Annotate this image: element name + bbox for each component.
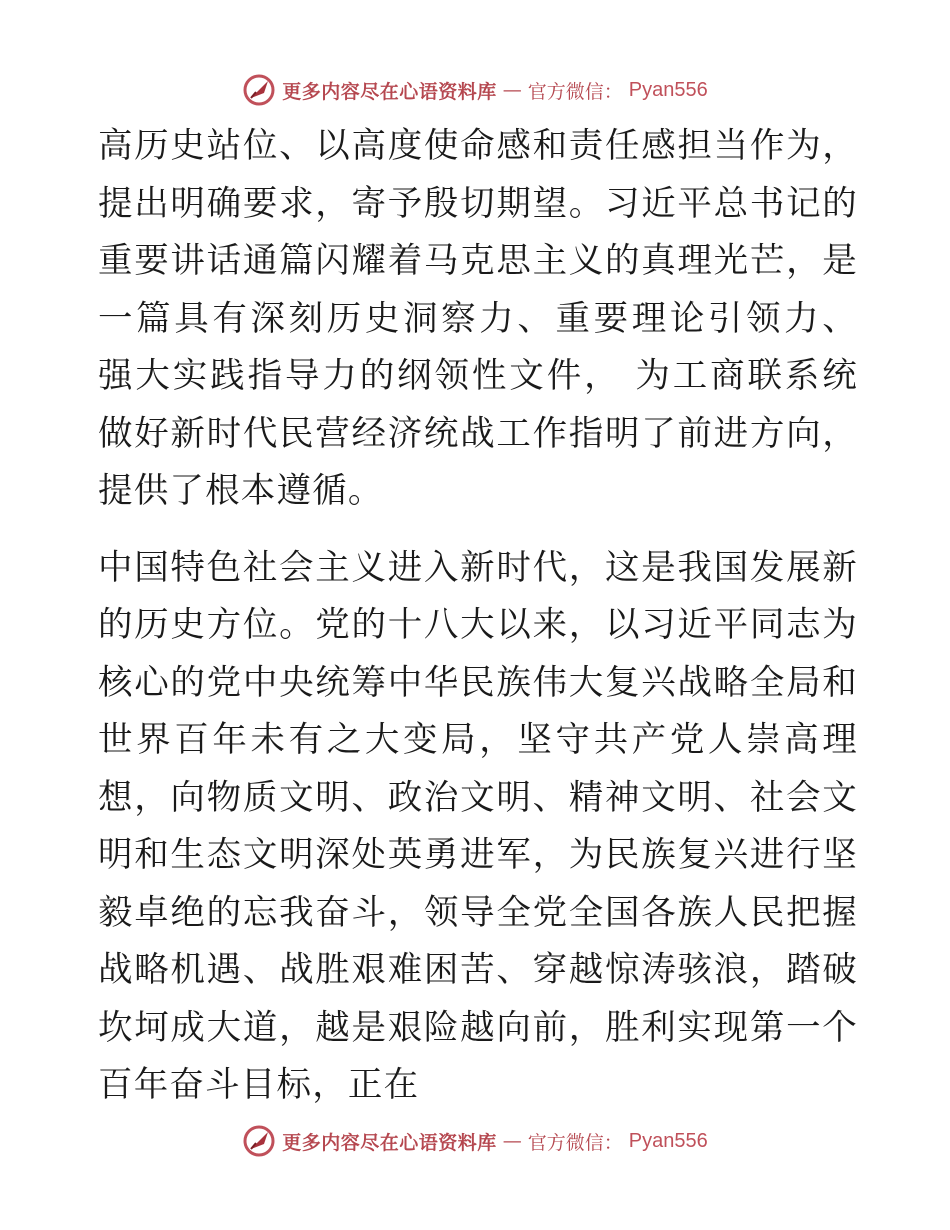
footer-banner — [0, 1121, 950, 1161]
footer-wechat-label: 官方微信： — [527, 1131, 623, 1154]
banner-wechat-id: Pyan556 — [628, 78, 708, 101]
quill-pen-logo-icon — [242, 73, 276, 107]
paragraph-2: 中国特色社会主义进入新时代，这是我国发展新的历史方位。党的十八大以来，以习近平同志为核心的党中央统筹中华民族伟大复兴战略全局和世界百年未有之大变局，坚守共产党人崇高理想，向物质文明、政治文明、精神文明、社会文明和生态文明深处英勇进军，为民族复兴进行坚毅卓绝的忘我奋斗，领导全党全国各族人民把握战略机遇、战胜艰难困苦、穿越惊涛骇浪，踏破坎坷成大道，越是艰险越向前，胜利实现第一个百年奋斗目标，正在 — [98, 547, 858, 1105]
banner-dash: — — [502, 79, 522, 101]
document-body — [98, 118, 858, 1115]
footer-site-text: 更多内容尽在心语资料库 — [282, 1131, 497, 1154]
banner-wechat-label: 官方微信： — [527, 80, 623, 103]
footer-dash: — — [502, 1130, 522, 1152]
quill-pen-logo-icon — [242, 1124, 276, 1158]
banner-site-text: 更多内容尽在心语资料库 — [282, 80, 497, 103]
footer-wechat-id: Pyan556 — [628, 1129, 708, 1152]
paragraph-1: 高历史站位、以高度使命感和责任感担当作为，提出明确要求，寄予殷切期望。习近平总书记的重要讲话通篇闪耀着马克思主义的真理光芒，是一篇具有深刻历史洞察力、重要理论引领力、 强大实践指导力的纲领性文件， 为工商联系统做好新时代民营经济统战工作指明了前进方向，提供了根本遵循。 — [98, 126, 858, 511]
header-banner — [0, 70, 950, 110]
